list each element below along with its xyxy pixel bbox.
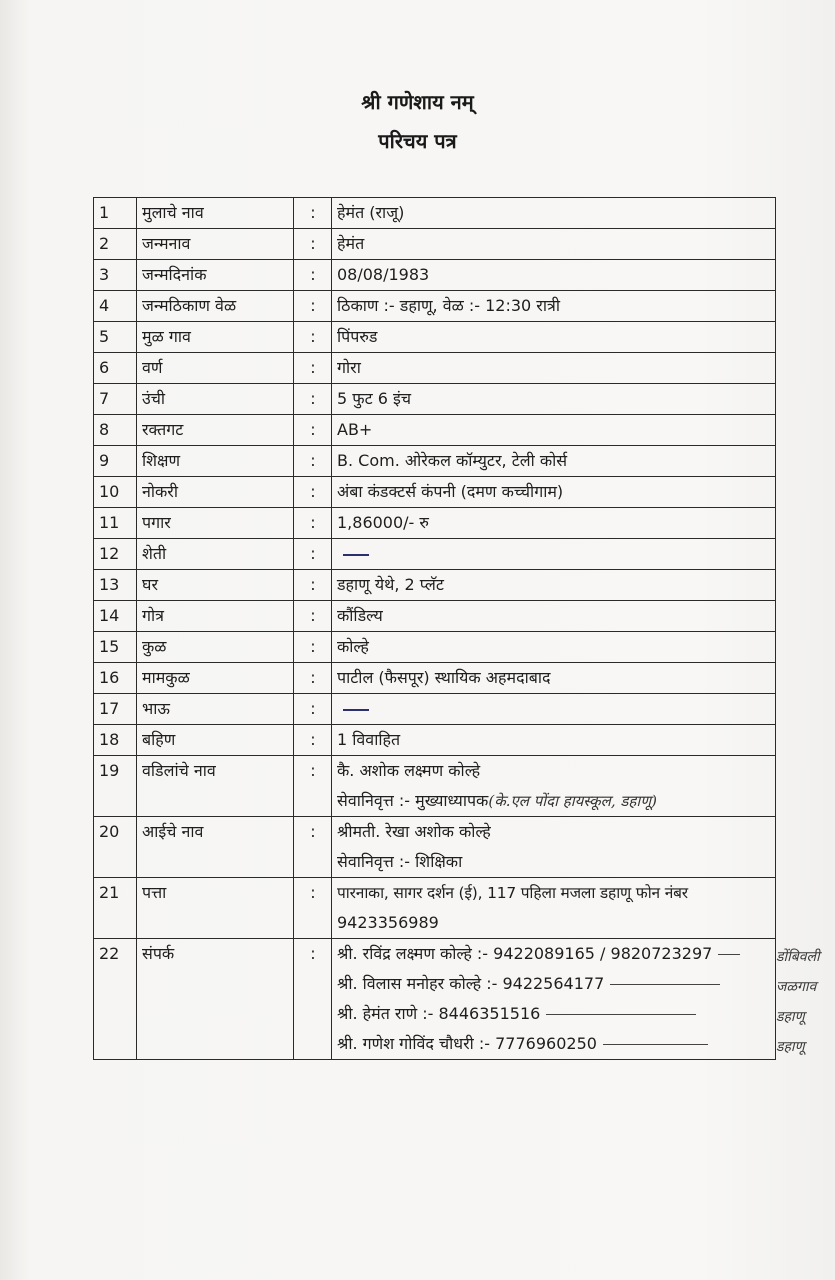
table-row <box>94 725 776 756</box>
row-separator: : <box>294 477 332 508</box>
contact-place-note: जळगाव <box>776 979 817 995</box>
row-separator: : <box>294 291 332 322</box>
row-value: 08/08/1983 <box>332 260 776 291</box>
row-number: 5 <box>94 322 137 353</box>
father-retired: सेवानिवृत्त :- मुख्याध्यापक <box>337 791 489 810</box>
row-separator: : <box>294 725 332 756</box>
row-separator: : <box>294 415 332 446</box>
contact-text: श्री. हेमंत राणे :- 8446351516 <box>337 1004 541 1023</box>
row-label: घर <box>137 570 294 601</box>
address-line-1: पारनाका, सागर दर्शन (ई), 117 पहिला मजला डहाणू फोन नंबर <box>337 884 688 902</box>
row-number: 13 <box>94 570 137 601</box>
table-row <box>94 663 776 694</box>
row-number: 10 <box>94 477 137 508</box>
page-title: परिचय पत्र <box>378 129 457 153</box>
blank-dash-mark <box>343 709 369 711</box>
row-value: पाटील (फैसपूर) स्थायिक अहमदाबाद <box>332 663 776 694</box>
contact-text: श्री. विलास मनोहर कोल्हे :- 9422564177 <box>337 974 605 993</box>
contact-place-note: डोंबिवली <box>776 949 820 965</box>
biodata-table <box>93 197 776 1060</box>
row-value: कौंडिल्य <box>332 601 776 632</box>
contact-item <box>337 939 771 969</box>
row-label: कुळ <box>137 632 294 663</box>
row-value: 5 फुट 6 इंच <box>332 384 776 415</box>
row-number: 2 <box>94 229 137 260</box>
contact-place-note: डहाणू <box>776 1039 805 1055</box>
row-number: 14 <box>94 601 137 632</box>
row-label: शिक्षण <box>137 446 294 477</box>
row-separator: : <box>294 939 332 1060</box>
row-number: 16 <box>94 663 137 694</box>
row-label: मुळ गाव <box>137 322 294 353</box>
address-line-2: 9423356989 <box>337 913 439 932</box>
row-value <box>332 878 776 939</box>
row-value: B. Com. ओरेकल कॉम्युटर, टेली कोर्स <box>332 446 776 477</box>
row-value: अंबा कंडक्टर्स कंपनी (दमण कच्चीगाम) <box>332 477 776 508</box>
row-separator: : <box>294 539 332 570</box>
handwritten-place-notes <box>776 942 835 1062</box>
table-row <box>94 291 776 322</box>
invocation-heading: श्री गणेशाय नम् <box>361 90 474 114</box>
row-value <box>332 539 776 570</box>
row-label: जन्मठिकाण वेळ <box>137 291 294 322</box>
table-row-address <box>94 878 776 939</box>
table-row <box>94 384 776 415</box>
row-label: बहिण <box>137 725 294 756</box>
row-separator: : <box>294 384 332 415</box>
row-separator: : <box>294 878 332 939</box>
row-number: 8 <box>94 415 137 446</box>
row-label: पगार <box>137 508 294 539</box>
table-row <box>94 446 776 477</box>
row-value <box>332 694 776 725</box>
contact-item <box>337 1029 771 1059</box>
row-separator: : <box>294 353 332 384</box>
table-row <box>94 601 776 632</box>
table-row <box>94 570 776 601</box>
row-number: 11 <box>94 508 137 539</box>
father-name: कै. अशोक लक्ष्मण कोल्हे <box>337 761 481 780</box>
row-separator: : <box>294 694 332 725</box>
leader-line <box>603 1044 708 1045</box>
row-separator: : <box>294 817 332 878</box>
blank-dash-mark <box>343 554 369 556</box>
row-number: 3 <box>94 260 137 291</box>
row-label: भाऊ <box>137 694 294 725</box>
row-separator: : <box>294 632 332 663</box>
row-separator: : <box>294 570 332 601</box>
row-separator: : <box>294 229 332 260</box>
row-separator: : <box>294 663 332 694</box>
row-separator: : <box>294 260 332 291</box>
mother-name: श्रीमती. रेखा अशोक कोल्हे <box>337 822 491 841</box>
row-number: 17 <box>94 694 137 725</box>
row-value: कोल्हे <box>332 632 776 663</box>
row-value: हेमंत (राजू) <box>332 198 776 229</box>
row-number: 12 <box>94 539 137 570</box>
table-row <box>94 353 776 384</box>
table-row-father <box>94 756 776 817</box>
table-row <box>94 415 776 446</box>
table-row-mother <box>94 817 776 878</box>
row-separator: : <box>294 322 332 353</box>
row-number: 4 <box>94 291 137 322</box>
row-label: नोकरी <box>137 477 294 508</box>
row-number: 9 <box>94 446 137 477</box>
row-value <box>332 817 776 878</box>
leader-line <box>610 984 720 985</box>
father-handwritten-note: (के.एल पोंदा हायस्कूल, डहाणू) <box>488 792 657 810</box>
row-separator: : <box>294 198 332 229</box>
contact-item <box>337 999 771 1029</box>
row-label: वडिलांचे नाव <box>137 756 294 817</box>
row-number: 20 <box>94 817 137 878</box>
row-number: 7 <box>94 384 137 415</box>
row-label: जन्मदिनांक <box>137 260 294 291</box>
row-number: 19 <box>94 756 137 817</box>
table-row <box>94 229 776 260</box>
table-row <box>94 508 776 539</box>
table-row-contacts <box>94 939 776 1060</box>
row-label: संपर्क <box>137 939 294 1060</box>
table-row <box>94 477 776 508</box>
row-value: डहाणू येथे, 2 प्लॅट <box>332 570 776 601</box>
father-retired-line <box>337 786 771 816</box>
row-label: मुलाचे नाव <box>137 198 294 229</box>
row-label: पत्ता <box>137 878 294 939</box>
row-number: 1 <box>94 198 137 229</box>
leader-line <box>546 1014 696 1015</box>
row-label: रक्तगट <box>137 415 294 446</box>
row-label: आईचे नाव <box>137 817 294 878</box>
row-number: 15 <box>94 632 137 663</box>
row-number: 22 <box>94 939 137 1060</box>
row-value: 1,86000/- रु <box>332 508 776 539</box>
row-label: मामकुळ <box>137 663 294 694</box>
mother-retired: सेवानिवृत्त :- शिक्षिका <box>337 852 463 871</box>
row-label: गोत्र <box>137 601 294 632</box>
table-row <box>94 198 776 229</box>
row-separator: : <box>294 601 332 632</box>
row-number: 6 <box>94 353 137 384</box>
row-value: पिंपरुड <box>332 322 776 353</box>
row-number: 18 <box>94 725 137 756</box>
row-value: ठिकाण :- डहाणू, वेळ :- 12:30 रात्री <box>332 291 776 322</box>
row-label: वर्ण <box>137 353 294 384</box>
table-row <box>94 632 776 663</box>
contact-item <box>337 969 771 999</box>
table-row <box>94 260 776 291</box>
row-value: गोरा <box>332 353 776 384</box>
row-value: हेमंत <box>332 229 776 260</box>
row-value <box>332 756 776 817</box>
table-row <box>94 322 776 353</box>
row-label: उंची <box>137 384 294 415</box>
row-label: जन्मनाव <box>137 229 294 260</box>
row-value <box>332 939 776 1060</box>
row-label: शेती <box>137 539 294 570</box>
row-separator: : <box>294 756 332 817</box>
row-number: 21 <box>94 878 137 939</box>
row-value: 1 विवाहित <box>332 725 776 756</box>
table-row <box>94 539 776 570</box>
row-separator: : <box>294 508 332 539</box>
row-value: AB+ <box>332 415 776 446</box>
table-row <box>94 694 776 725</box>
contact-text: श्री. रविंद्र लक्ष्मण कोल्हे :- 9422089165 / 9820723297 <box>337 944 713 963</box>
contact-text: श्री. गणेश गोविंद चौधरी :- 7776960250 <box>337 1034 597 1053</box>
leader-line <box>718 954 740 955</box>
contact-place-note: डहाणू <box>776 1009 805 1025</box>
row-separator: : <box>294 446 332 477</box>
